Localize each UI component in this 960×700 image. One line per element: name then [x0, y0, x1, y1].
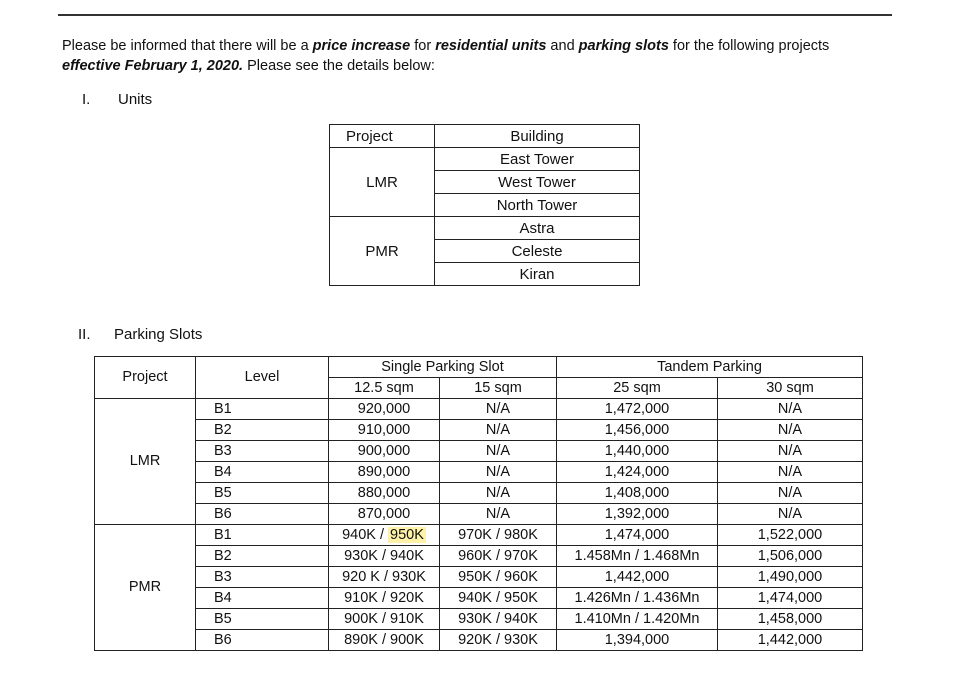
parking-header-30-sqm: 30 sqm: [718, 378, 863, 399]
cell-text: 1,440,000: [604, 442, 670, 459]
cell-text: N/A: [777, 463, 803, 480]
parking-tandem-25-cell: [557, 462, 718, 483]
parking-level-cell: [196, 504, 329, 525]
parking-tandem-30-cell: [718, 588, 863, 609]
parking-tandem-30-cell: [718, 462, 863, 483]
cell-text: 1,408,000: [604, 484, 670, 501]
cell-text: B2: [214, 547, 232, 564]
cell-text: 1,472,000: [604, 400, 670, 417]
cell-text: 910K / 920K: [344, 589, 424, 606]
top-rule: [58, 14, 892, 16]
cell-text: 1,506,000: [757, 547, 823, 564]
cell-text: B2: [214, 421, 232, 438]
cell-text: N/A: [777, 505, 803, 522]
parking-level-cell: [196, 588, 329, 609]
parking-tandem-30-cell: [718, 441, 863, 462]
cell-text: B6: [214, 631, 232, 648]
table-row: [95, 525, 863, 546]
parking-single-15-cell: [440, 399, 557, 420]
table-row: [95, 441, 863, 462]
units-project-cell: LMR: [330, 148, 435, 217]
cell-text: 950K / 960K: [458, 568, 538, 585]
parking-single-15-cell: [440, 630, 557, 651]
cell-text: 1,474,000: [604, 526, 670, 543]
parking-table-body: [95, 399, 863, 651]
parking-header-single: Single Parking Slot: [329, 357, 557, 378]
parking-project-cell: LMR: [95, 399, 196, 525]
cell-text: 930K / 940K: [458, 610, 538, 627]
parking-tandem-30-cell: [718, 609, 863, 630]
cell-text: B3: [214, 568, 232, 585]
parking-project-cell: PMR: [95, 525, 196, 651]
parking-single-12-5-cell: [329, 504, 440, 525]
cell-text: B6: [214, 505, 232, 522]
cell-text: 960K / 970K: [458, 547, 538, 564]
cell-text: 1,442,000: [757, 631, 823, 648]
parking-single-12-5-cell: [329, 525, 440, 546]
units-building-cell: Astra: [435, 217, 640, 240]
parking-header-level: Level: [196, 357, 329, 399]
table-row: [95, 546, 863, 567]
cell-text: N/A: [485, 421, 511, 438]
parking-tandem-25-cell: [557, 441, 718, 462]
section-number: I.: [82, 91, 91, 108]
intro-text-5: Please see the details below:: [243, 58, 435, 74]
intro-emphasis-price: price increase: [312, 38, 411, 54]
parking-tandem-30-cell: [718, 483, 863, 504]
intro-emphasis-date: effective February 1, 2020.: [62, 58, 244, 74]
parking-single-15-cell: [440, 441, 557, 462]
section-title: Units: [118, 91, 153, 108]
cell-text: 890,000: [357, 463, 411, 480]
parking-header-tandem: Tandem Parking: [557, 357, 863, 378]
cell-text: N/A: [777, 442, 803, 459]
cell-text: 1,522,000: [757, 526, 823, 543]
parking-single-15-cell: [440, 483, 557, 504]
table-row: [330, 148, 640, 171]
table-row: [95, 630, 863, 651]
parking-tandem-25-cell: [557, 399, 718, 420]
cell-text: 880,000: [357, 484, 411, 501]
cell-text: B4: [214, 589, 232, 606]
cell-text: N/A: [777, 484, 803, 501]
cell-text: 1,456,000: [604, 421, 670, 438]
table-row: [95, 567, 863, 588]
parking-level-cell: [196, 546, 329, 567]
parking-tandem-25-cell: [557, 483, 718, 504]
parking-tandem-30-cell: [718, 504, 863, 525]
cell-text: 970K / 980K: [458, 526, 538, 543]
cell-text: 920,000: [357, 400, 411, 417]
cell-text: 920 K / 930K: [342, 568, 426, 585]
parking-tandem-25-cell: [557, 609, 718, 630]
cell-text: 1.458Mn / 1.468Mn: [574, 547, 700, 564]
parking-level-cell: [196, 420, 329, 441]
table-row: [95, 588, 863, 609]
cell-text: 930K / 940K: [344, 547, 424, 564]
parking-single-15-cell: [440, 609, 557, 630]
section-title: Parking Slots: [114, 326, 203, 343]
cell-text: B4: [214, 463, 232, 480]
parking-level-cell: [196, 525, 329, 546]
cell-text: 920K / 930K: [458, 631, 538, 648]
cell-text: 900,000: [357, 442, 411, 459]
table-row: [95, 483, 863, 504]
parking-single-15-cell: [440, 546, 557, 567]
intro-paragraph: [62, 36, 912, 76]
parking-tandem-30-cell: [718, 399, 863, 420]
cell-text: 1,458,000: [757, 610, 823, 627]
parking-tandem-30-cell: [718, 630, 863, 651]
parking-single-15-cell: [440, 588, 557, 609]
parking-tandem-30-cell: [718, 420, 863, 441]
parking-single-15-cell: [440, 420, 557, 441]
units-building-cell: Kiran: [435, 263, 640, 286]
cell-text: 910,000: [357, 421, 411, 438]
parking-tandem-25-cell: [557, 567, 718, 588]
parking-header-12-5-sqm: 12.5 sqm: [329, 378, 440, 399]
parking-single-15-cell: [440, 567, 557, 588]
cell-text: N/A: [485, 484, 511, 501]
cell-text: 940K / 950K: [458, 589, 538, 606]
cell-text: B5: [214, 610, 232, 627]
units-header-building: Building: [435, 125, 640, 148]
cell-text: N/A: [485, 442, 511, 459]
parking-table: [94, 356, 863, 651]
cell-text: 940K / 950K: [342, 526, 424, 543]
units-project-cell: PMR: [330, 217, 435, 286]
units-building-cell: East Tower: [435, 148, 640, 171]
cell-text: 870,000: [357, 505, 411, 522]
parking-level-cell: [196, 462, 329, 483]
intro-text-3: and: [546, 38, 579, 54]
table-row: [95, 399, 863, 420]
intro-text-4: for the following projects: [668, 38, 830, 54]
parking-single-12-5-cell: [329, 609, 440, 630]
cell-text: 1,490,000: [757, 568, 823, 585]
parking-single-15-cell: [440, 462, 557, 483]
parking-tandem-25-cell: [557, 504, 718, 525]
cell-text: N/A: [777, 421, 803, 438]
parking-single-12-5-cell: [329, 483, 440, 504]
units-table: [329, 124, 640, 286]
intro-text-2: for: [410, 38, 436, 54]
cell-text: 1.426Mn / 1.436Mn: [574, 589, 700, 606]
parking-header-25-sqm: 25 sqm: [557, 378, 718, 399]
highlighted-price: 950K: [390, 526, 424, 543]
table-row: [95, 504, 863, 525]
section-parking-heading: [78, 326, 202, 343]
cell-text: N/A: [485, 400, 511, 417]
parking-level-cell: [196, 630, 329, 651]
cell-text: B1: [214, 526, 232, 543]
parking-level-cell: [196, 441, 329, 462]
cell-text: 900K / 910K: [344, 610, 424, 627]
intro-emphasis-units: residential units: [435, 38, 547, 54]
parking-level-cell: [196, 399, 329, 420]
parking-tandem-25-cell: [557, 630, 718, 651]
units-building-cell: West Tower: [435, 171, 640, 194]
table-row: [95, 462, 863, 483]
cell-text: B1: [214, 400, 232, 417]
parking-level-cell: [196, 567, 329, 588]
cell-text: B3: [214, 442, 232, 459]
cell-text: N/A: [485, 505, 511, 522]
parking-tandem-25-cell: [557, 525, 718, 546]
parking-single-15-cell: [440, 525, 557, 546]
cell-text: 1.410Mn / 1.420Mn: [574, 610, 700, 627]
intro-text-1: Please be informed that there will be a: [62, 38, 313, 54]
cell-text: 1,424,000: [604, 463, 670, 480]
parking-single-12-5-cell: [329, 567, 440, 588]
cell-text: 1,442,000: [604, 568, 670, 585]
parking-header-15-sqm: 15 sqm: [440, 378, 557, 399]
parking-single-12-5-cell: [329, 420, 440, 441]
table-row: [95, 609, 863, 630]
units-building-cell: North Tower: [435, 194, 640, 217]
table-row: [330, 217, 640, 240]
cell-text: 1,394,000: [604, 631, 670, 648]
cell-text: B5: [214, 484, 232, 501]
parking-single-15-cell: [440, 504, 557, 525]
parking-single-12-5-cell: [329, 630, 440, 651]
parking-tandem-25-cell: [557, 546, 718, 567]
units-header-project: Project: [330, 125, 435, 148]
parking-single-12-5-cell: [329, 588, 440, 609]
parking-single-12-5-cell: [329, 462, 440, 483]
parking-tandem-30-cell: [718, 546, 863, 567]
parking-tandem-30-cell: [718, 525, 863, 546]
parking-tandem-30-cell: [718, 567, 863, 588]
parking-header-row: [95, 357, 863, 378]
table-row: [95, 420, 863, 441]
cell-text: 1,474,000: [757, 589, 823, 606]
cell-text: N/A: [777, 400, 803, 417]
intro-emphasis-parking: parking slots: [578, 38, 669, 54]
section-number: II.: [78, 326, 91, 343]
units-building-cell: Celeste: [435, 240, 640, 263]
parking-header-project: Project: [95, 357, 196, 399]
parking-level-cell: [196, 609, 329, 630]
parking-single-12-5-cell: [329, 546, 440, 567]
parking-level-cell: [196, 483, 329, 504]
section-units-heading: [82, 91, 152, 108]
cell-text: 1,392,000: [604, 505, 670, 522]
parking-single-12-5-cell: [329, 399, 440, 420]
parking-tandem-25-cell: [557, 588, 718, 609]
cell-text: N/A: [485, 463, 511, 480]
units-header-row: [330, 125, 640, 148]
parking-single-12-5-cell: [329, 441, 440, 462]
cell-text: 890K / 900K: [344, 631, 424, 648]
parking-tandem-25-cell: [557, 420, 718, 441]
